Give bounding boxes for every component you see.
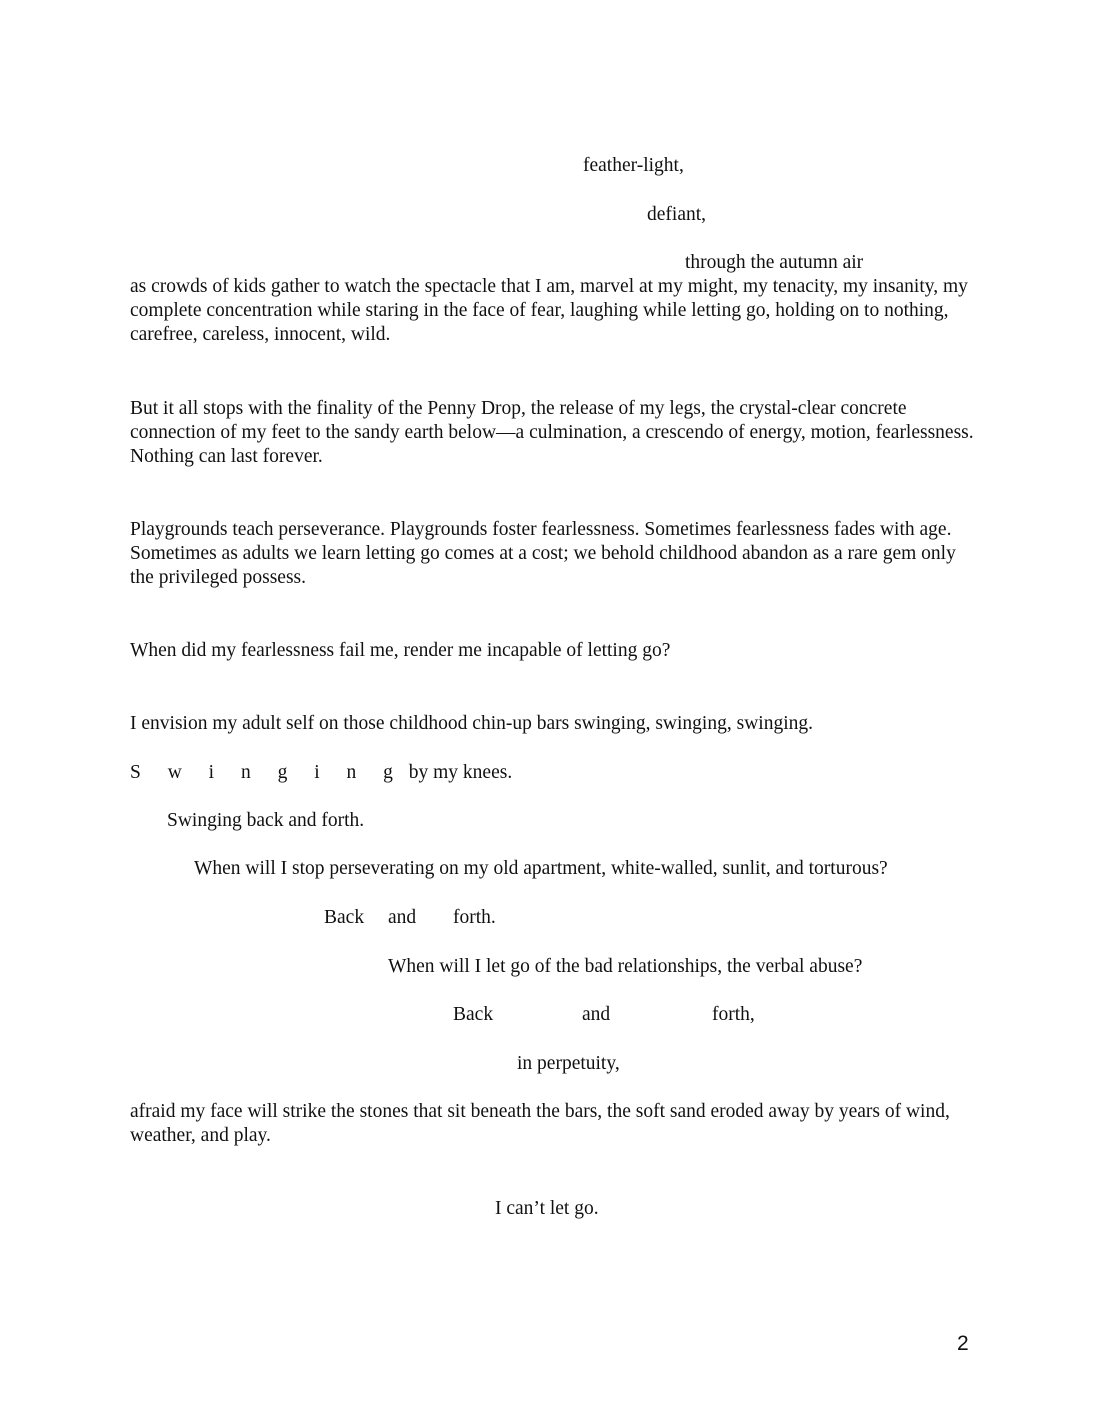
line-apartment: When will I stop perseverating on my old apartment, white-walled, sunlit, and torturous? <box>194 858 888 879</box>
page-number: 2 <box>957 1332 969 1355</box>
line-swinging-by-knees <box>130 761 512 785</box>
line-and-2: and <box>582 1004 611 1025</box>
paragraph-fearlessness-fail: When did my fearlessness fail me, render me incapable of letting go? <box>130 640 671 661</box>
line-defiant: defiant, <box>647 204 707 225</box>
swinging-spaced-text: S w i n g i n g <box>130 762 404 783</box>
line-back-2: Back <box>453 1004 494 1025</box>
line-swinging-back-and-forth: Swinging back and forth. <box>167 810 365 831</box>
line-cant-let-go: I can’t let go. <box>495 1198 599 1219</box>
line-in-perpetuity: in perpetuity, <box>517 1053 620 1074</box>
paragraph-penny-drop: But it all stops with the finality of the Penny Drop, the release of my legs, the crystal-clear concrete connection of my feet to the sandy earth below—a culmination, a crescendo of energy, motion, fearlessness. Nothing can last forever. <box>130 398 974 468</box>
paragraph-playgrounds: Playgrounds teach perseverance. Playgrounds foster fearlessness. Sometimes fearlessness fades with age. Sometimes as adults we learn letting go comes at a cost; we behold childhood abandon as a rare gem only the privileged possess. <box>130 519 956 589</box>
line-autumn-air: through the autumn air <box>685 252 864 273</box>
line-forth-2: forth, <box>712 1004 755 1025</box>
line-relationships: When will I let go of the bad relationships, the verbal abuse? <box>388 956 863 977</box>
line-and-1: and <box>388 907 417 928</box>
line-back-1: Back <box>324 907 365 928</box>
paragraph-afraid: afraid my face will strike the stones that sit beneath the bars, the soft sand eroded away by years of wind, weather, and play. <box>130 1101 950 1147</box>
paragraph-envision: I envision my adult self on those childhood chin-up bars swinging, swinging, swinging. <box>130 713 813 734</box>
line-feather-light: feather-light, <box>583 155 684 176</box>
by-knees-text: by my knees. <box>403 762 513 783</box>
line-forth-1: forth. <box>453 907 496 928</box>
paragraph-crowds: as crowds of kids gather to watch the spectacle that I am, marvel at my might, my tenacity, my insanity, my complete concentration while staring in the face of fear, laughing while letting go, holding on to nothing, carefree, careless, innocent, wild. <box>130 276 968 346</box>
